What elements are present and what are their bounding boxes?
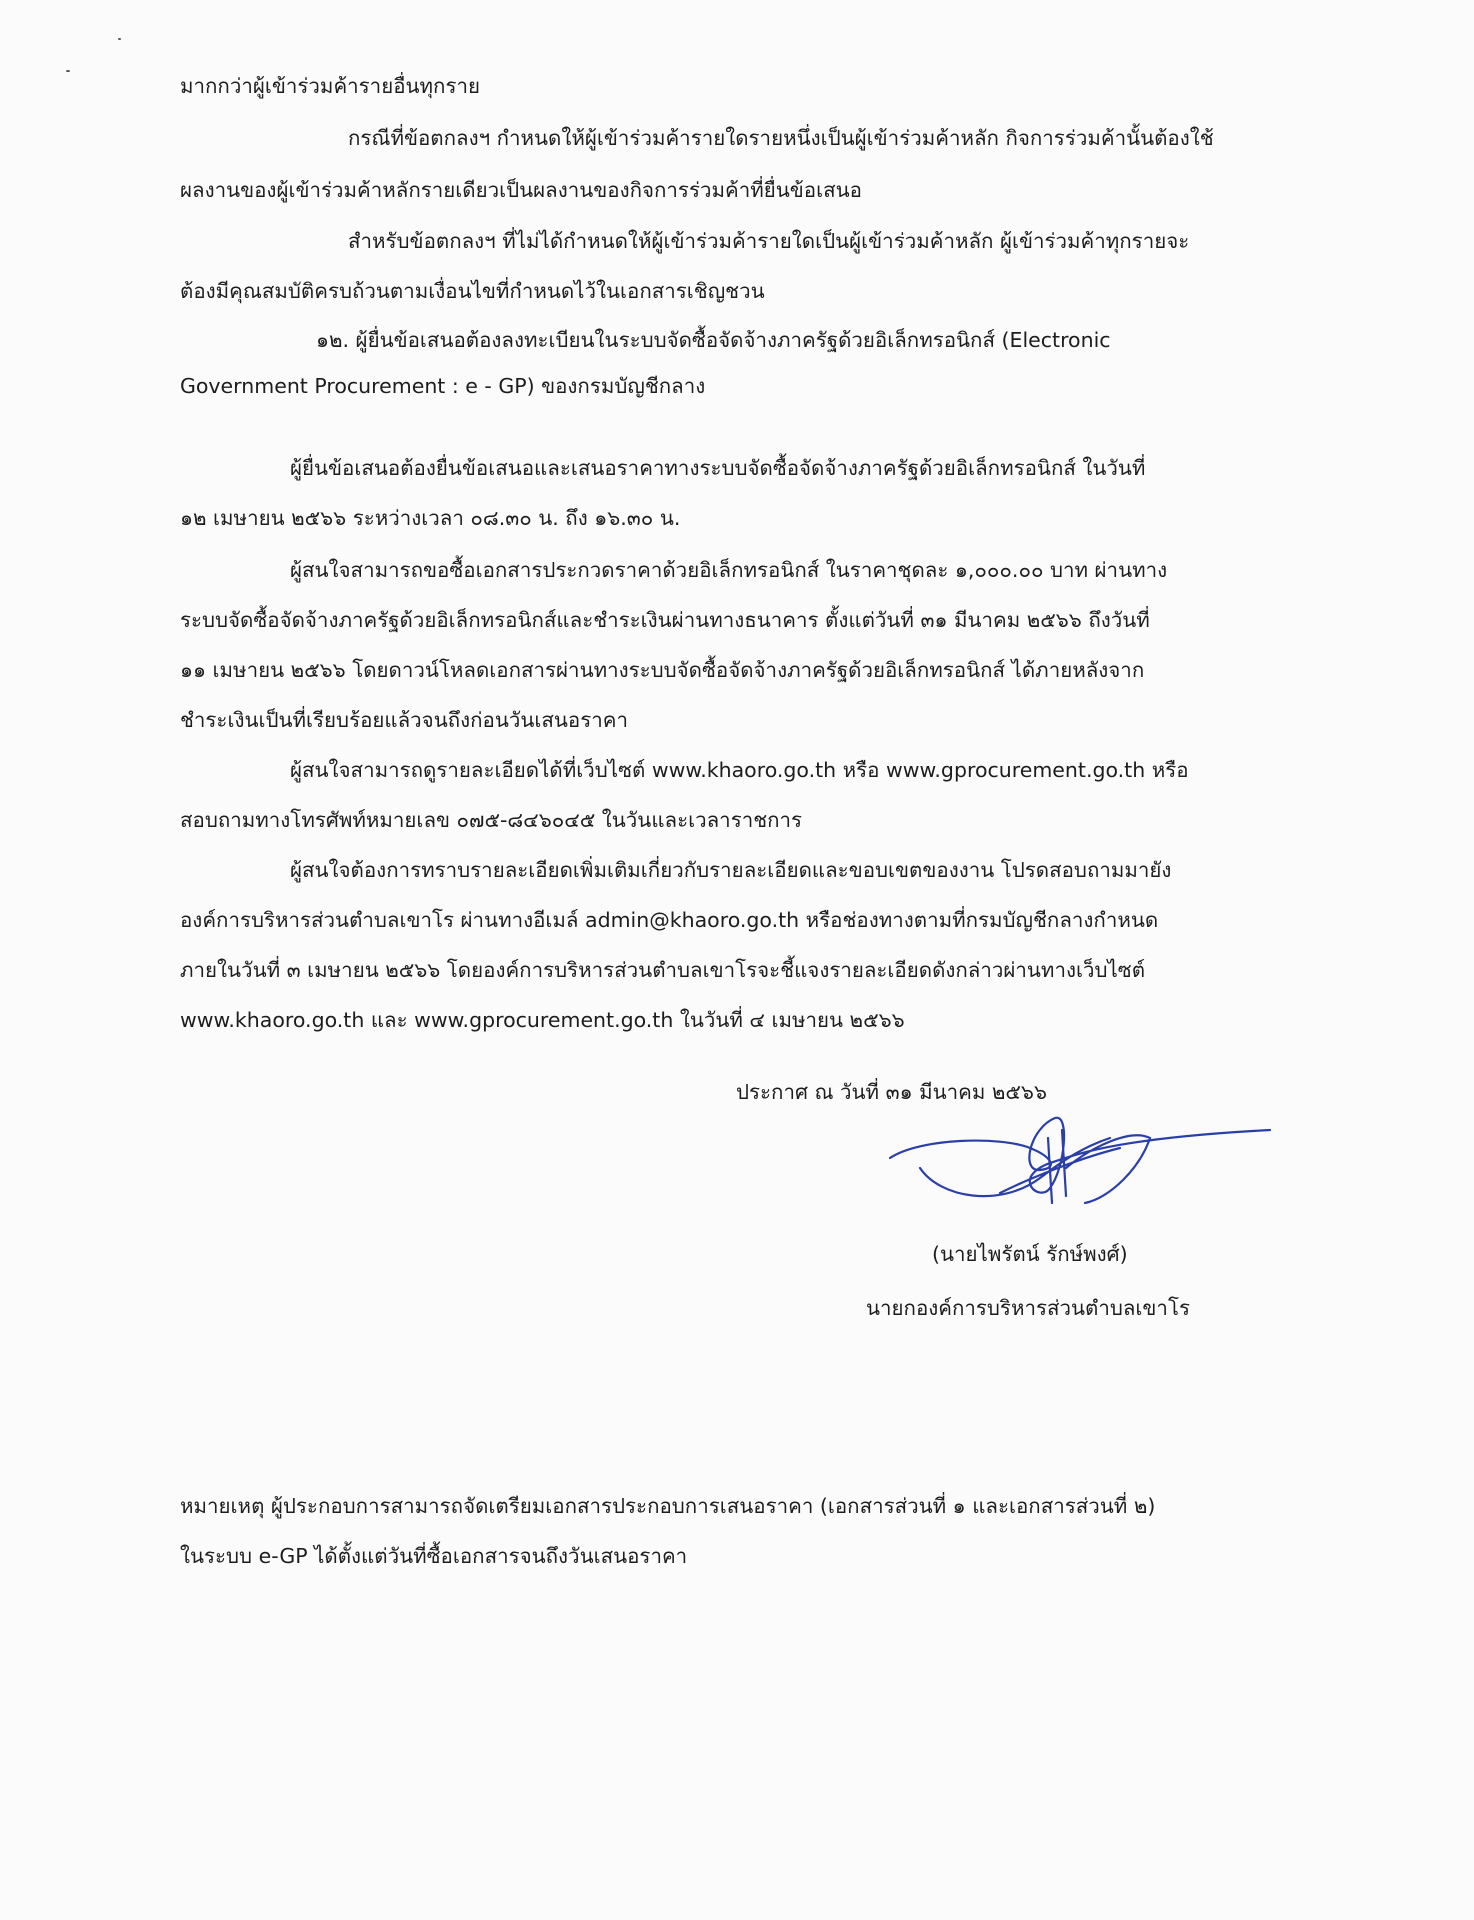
body-line: ชำระเงินเป็นที่เรียบร้อยแล้วจนถึงก่อนวันเสนอราคา [180,708,628,732]
body-line: ผู้สนใจสามารถดูรายละเอียดได้ที่เว็บไซต์ www.khaoro.go.th หรือ www.gprocurement.go.th หรือ [290,758,1189,782]
body-line: สำหรับข้อตกลงฯ ที่ไม่ได้กำหนดให้ผู้เข้าร่วมค้ารายใดเป็นผู้เข้าร่วมค้าหลัก ผู้เข้าร่วมค้าทุกรายจะ [348,229,1190,253]
body-line: www.khaoro.go.th และ www.gprocurement.go.th ในวันที่ ๔ เมษายน ๒๕๖๖ [180,1008,905,1032]
signature [880,1108,1280,1228]
body-line: ผลงานของผู้เข้าร่วมค้าหลักรายเดียวเป็นผลงานของกิจการร่วมค้าที่ยื่นข้อเสนอ [180,178,862,202]
body-line: ระบบจัดซื้อจัดจ้างภาครัฐด้วยอิเล็กทรอนิกส์และชำระเงินผ่านทางธนาคาร ตั้งแต่วันที่ ๓๑ มีนาคม ๒๕๖๖ ถึงวันที่ [180,608,1150,632]
announcement-date: ประกาศ ณ วันที่ ๓๑ มีนาคม ๒๕๖๖ [736,1080,1047,1104]
body-line: ต้องมีคุณสมบัติครบถ้วนตามเงื่อนไขที่กำหนดไว้ในเอกสารเชิญชวน [180,279,765,303]
scan-speck [118,38,121,40]
scan-speck [66,70,70,72]
body-line: ๑๒. ผู้ยื่นข้อเสนอต้องลงทะเบียนในระบบจัดซื้อจัดจ้างภาครัฐด้วยอิเล็กทรอนิกส์ (Electronic [316,328,1111,352]
body-line: สอบถามทางโทรศัพท์หมายเลข ๐๗๕-๘๔๖๐๔๕ ในวันและเวลาราชการ [180,808,803,832]
body-line: ภายในวันที่ ๓ เมษายน ๒๕๖๖ โดยองค์การบริหารส่วนตำบลเขาโรจะชี้แจงรายละเอียดดังกล่าวผ่านทางเว็บไซต์ [180,958,1146,982]
body-line: ๑๒ เมษายน ๒๕๖๖ ระหว่างเวลา ๐๘.๓๐ น. ถึง ๑๖.๓๐ น. [180,506,681,530]
signer-title: นายกองค์การบริหารส่วนตำบลเขาโร [866,1296,1190,1320]
body-line: องค์การบริหารส่วนตำบลเขาโร ผ่านทางอีเมล์ admin@khaoro.go.th หรือช่องทางตามที่กรมบัญชีกลางกำหนด [180,908,1159,932]
note-line: หมายเหตุ ผู้ประกอบการสามารถจัดเตรียมเอกสารประกอบการเสนอราคา (เอกสารส่วนที่ ๑ และเอกสารส่วนที่ ๒) [180,1494,1156,1518]
body-line: ผู้สนใจสามารถขอซื้อเอกสารประกวดราคาด้วยอิเล็กทรอนิกส์ ในราคาชุดละ ๑,๐๐๐.๐๐ บาท ผ่านทาง [290,558,1168,582]
signer-name: (นายไพรัตน์ รักษ์พงศ์) [932,1242,1128,1266]
body-line: มากกว่าผู้เข้าร่วมค้ารายอื่นทุกราย [180,74,480,98]
note-line: ในระบบ e-GP ได้ตั้งแต่วันที่ซื้อเอกสารจนถึงวันเสนอราคา [180,1544,688,1568]
body-line: ๑๑ เมษายน ๒๕๖๖ โดยดาวน์โหลดเอกสารผ่านทางระบบจัดซื้อจัดจ้างภาครัฐด้วยอิเล็กทรอนิกส์ ได้ภายหลังจาก [180,658,1145,682]
body-line: Government Procurement : e - GP) ของกรมบัญชีกลาง [180,374,706,398]
body-line: กรณีที่ข้อตกลงฯ กำหนดให้ผู้เข้าร่วมค้ารายใดรายหนึ่งเป็นผู้เข้าร่วมค้าหลัก กิจการร่วมค้านั้นต้องใช้ [348,126,1214,150]
body-line: ผู้สนใจต้องการทราบรายละเอียดเพิ่มเติมเกี่ยวกับรายละเอียดและขอบเขตของงาน โปรดสอบถามมายัง [290,858,1172,882]
body-line: ผู้ยื่นข้อเสนอต้องยื่นข้อเสนอและเสนอราคาทางระบบจัดซื้อจัดจ้างภาครัฐด้วยอิเล็กทรอนิกส์ ในวันที่ [290,456,1146,480]
